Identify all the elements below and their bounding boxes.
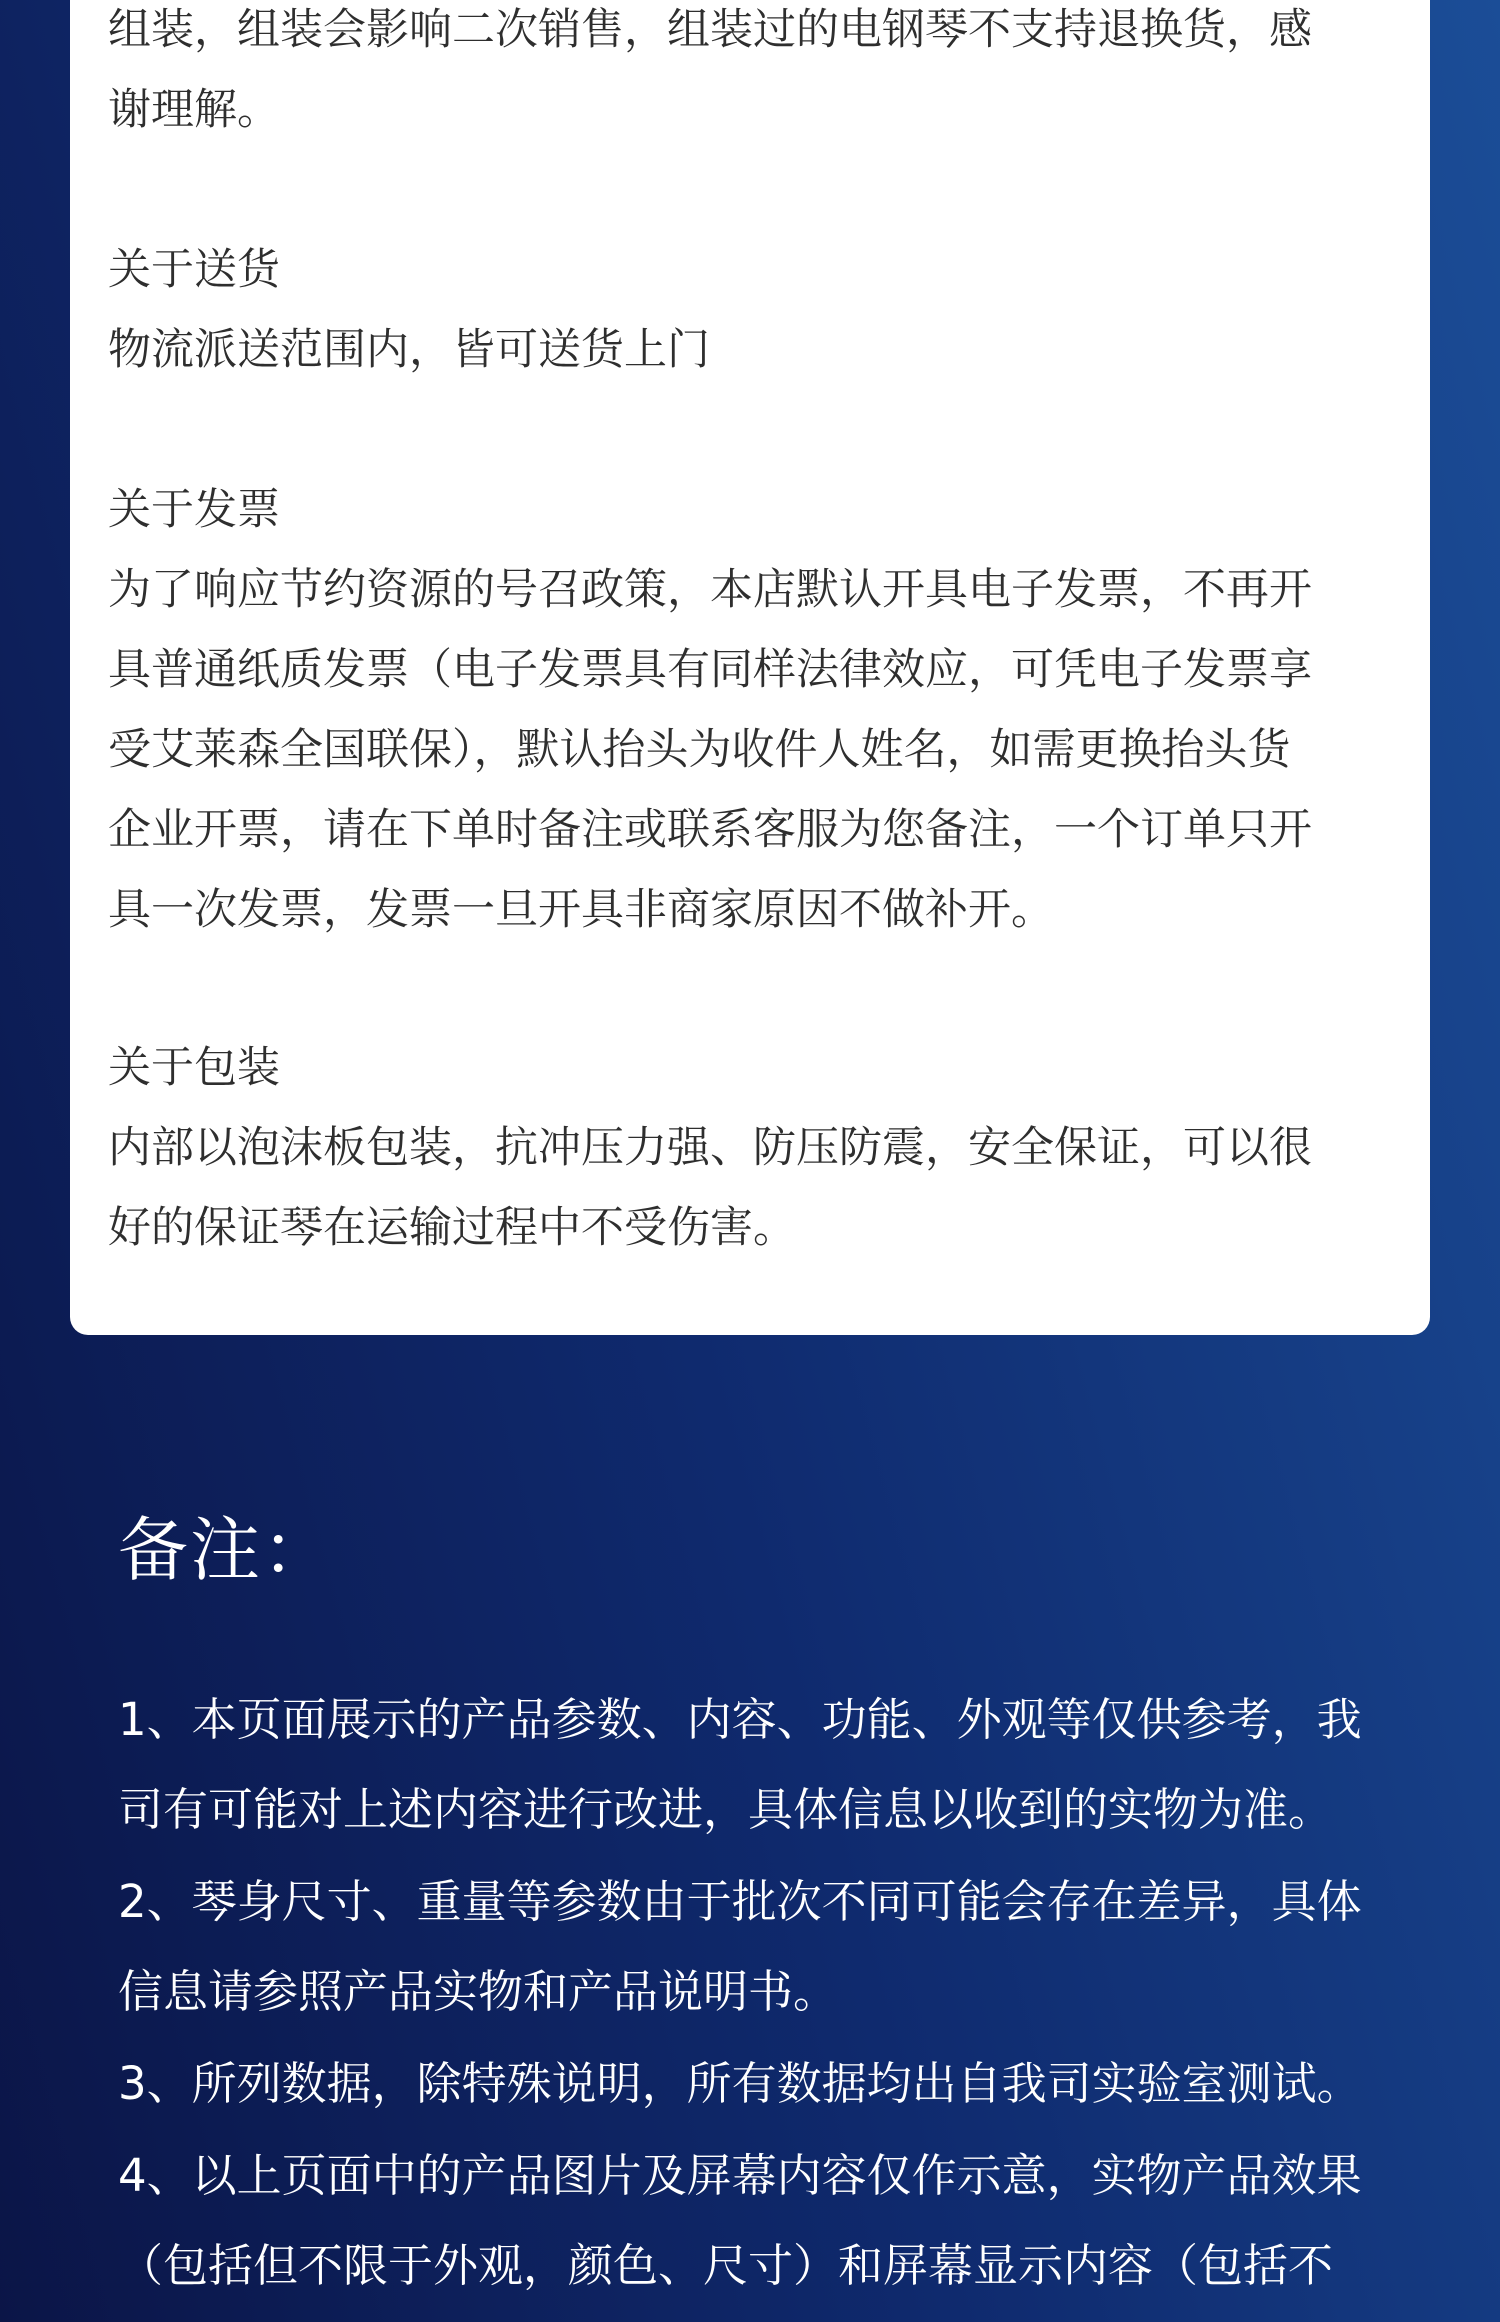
delivery-text: 物流派送范围内，皆可送货上门 xyxy=(108,325,710,375)
note-3-line-1: 3、所列数据，除特殊说明，所有数据均出自我司实验室测试。 xyxy=(118,2057,1362,2110)
delivery-heading: 关于送货 xyxy=(108,245,280,295)
note-4-line-2: （包括但不限于外观，颜色、尺寸）和屏幕显示内容（包括不 xyxy=(118,2239,1334,2292)
packaging-text-line-2: 好的保证琴在运输过程中不受伤害。 xyxy=(108,1203,796,1253)
note-2-line-2: 信息请参照产品实物和产品说明书。 xyxy=(118,1965,839,2018)
notes-heading: 备注： xyxy=(118,1509,334,1591)
packaging-text-line-1: 内部以泡沫板包装，抗冲压力强、防压防震，安全保证，可以很 xyxy=(108,1123,1312,1173)
invoice-text-line-3: 受艾莱森全国联保），默认抬头为收件人姓名，如需更换抬头货 xyxy=(108,725,1291,775)
note-4-line-1: 4、以上页面中的产品图片及屏幕内容仅作示意，实物产品效果 xyxy=(118,2149,1362,2202)
policy-card xyxy=(70,0,1430,1335)
invoice-heading: 关于发票 xyxy=(108,485,280,535)
packaging-heading: 关于包装 xyxy=(108,1043,280,1093)
assembly-text-line-1: 组装，组装会影响二次销售，组装过的电钢琴不支持退换货，感 xyxy=(108,5,1312,55)
invoice-text-line-2: 具普通纸质发票（电子发票具有同样法律效应，可凭电子发票享 xyxy=(108,645,1312,695)
note-1-line-1: 1、本页面展示的产品参数、内容、功能、外观等仅供参考，我 xyxy=(118,1693,1362,1746)
invoice-text-line-5: 具一次发票，发票一旦开具非商家原因不做补开。 xyxy=(108,885,1054,935)
invoice-text-line-1: 为了响应节约资源的号召政策，本店默认开具电子发票，不再开 xyxy=(108,565,1312,615)
note-1-line-2: 司有可能对上述内容进行改进，具体信息以收到的实物为准。 xyxy=(118,1783,1334,1836)
note-2-line-1: 2、琴身尺寸、重量等参数由于批次不同可能会存在差异，具体 xyxy=(118,1875,1362,1928)
assembly-text-line-2: 谢理解。 xyxy=(108,85,280,135)
invoice-text-line-4: 企业开票，请在下单时备注或联系客服为您备注，一个订单只开 xyxy=(108,805,1312,855)
